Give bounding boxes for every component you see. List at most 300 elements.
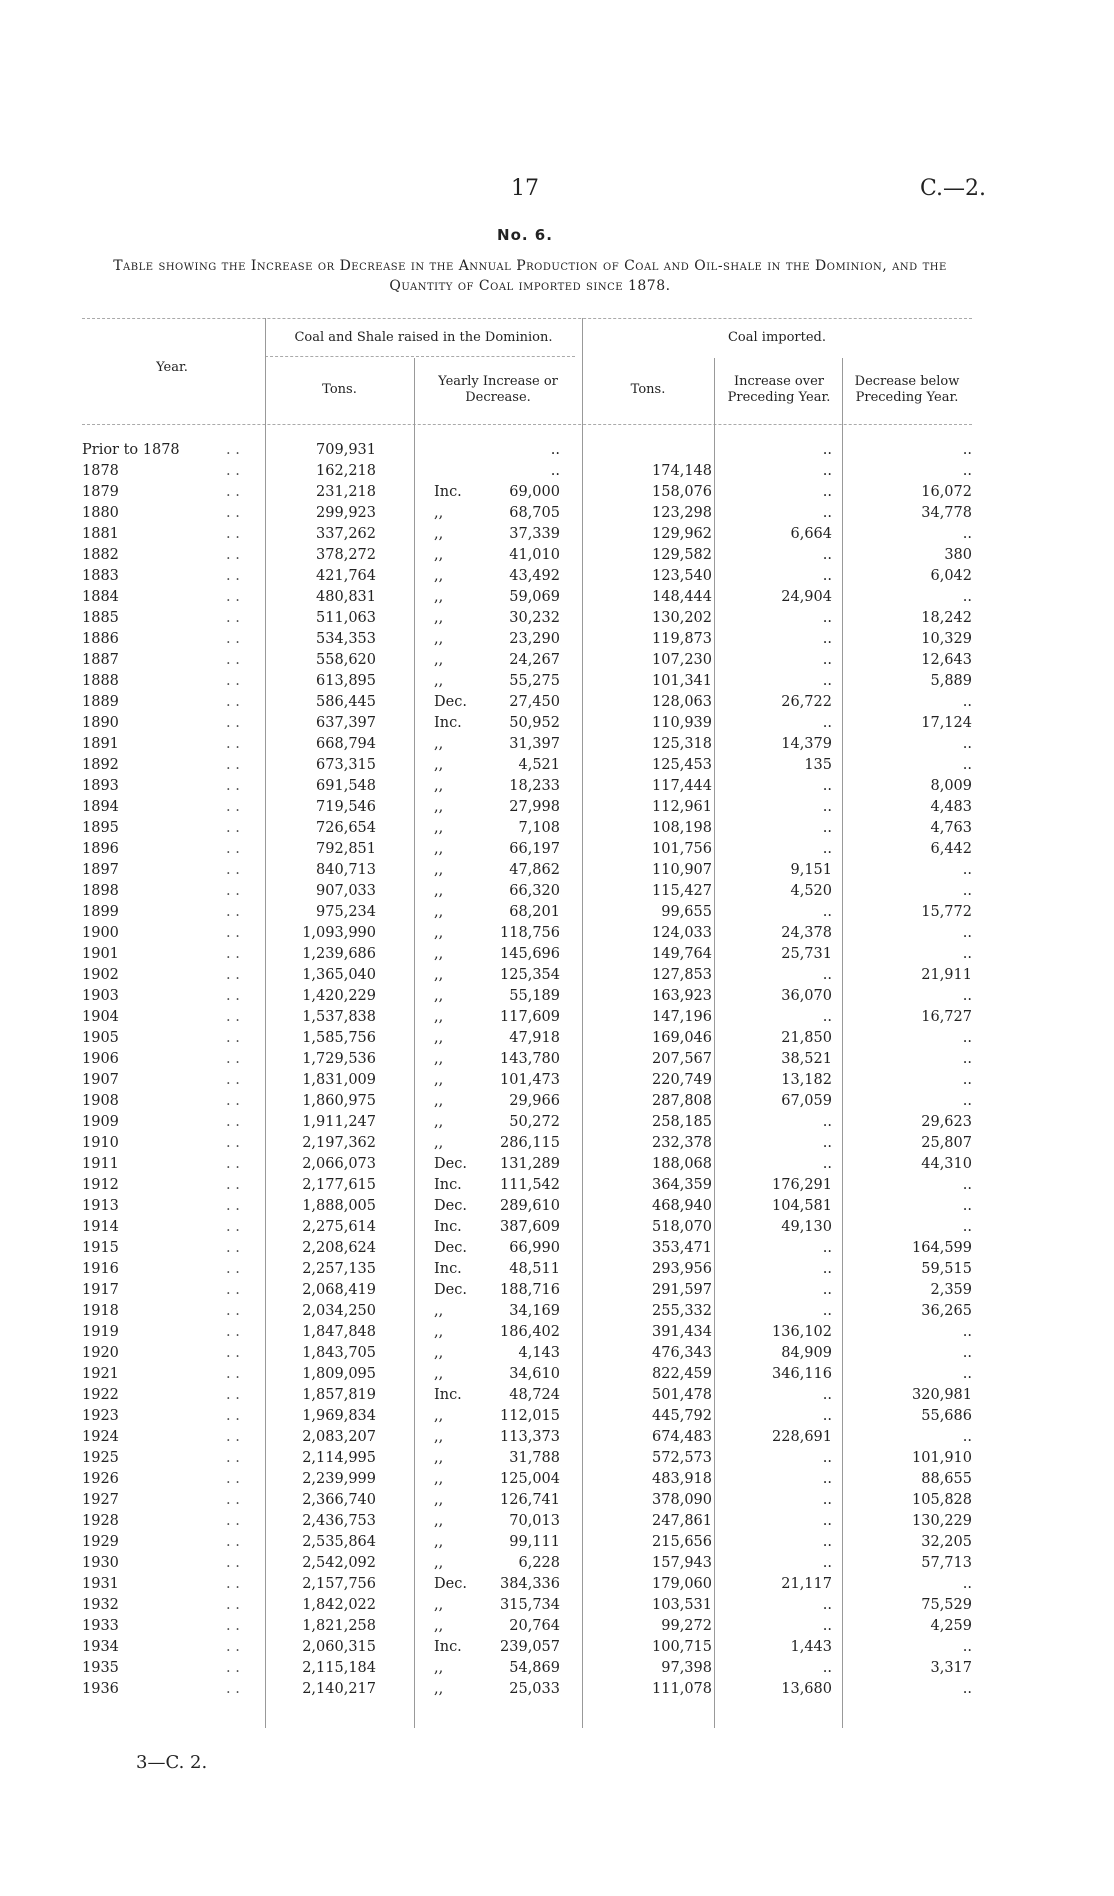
row-imported-tons: 378,090 [652, 1492, 712, 1508]
row-leader-dots: . . [226, 904, 240, 920]
row-raised-tons: 673,315 [316, 757, 376, 773]
row-imported-tons: 518,070 [652, 1219, 712, 1235]
row-imported-increase: .. [822, 1555, 832, 1571]
row-change-kind: Dec. [434, 694, 467, 710]
row-imported-tons: 169,046 [652, 1030, 712, 1046]
row-leader-dots: . . [226, 1681, 240, 1697]
row-imported-tons: 128,063 [652, 694, 712, 710]
row-year: 1895 [82, 820, 119, 836]
row-change-amount: 4,521 [518, 757, 560, 773]
row-year: 1935 [82, 1660, 119, 1676]
row-leader-dots: . . [226, 799, 240, 815]
row-imported-decrease: .. [962, 736, 972, 752]
row-imported-decrease: 2,359 [930, 1282, 972, 1298]
row-imported-decrease: 25,807 [921, 1135, 972, 1151]
row-year: 1907 [82, 1072, 119, 1088]
row-raised-tons: 1,093,990 [302, 925, 376, 941]
row-change-amount: 47,862 [509, 862, 560, 878]
row-leader-dots: . . [226, 1324, 240, 1340]
header-year: Year. [156, 360, 188, 375]
row-leader-dots: . . [226, 568, 240, 584]
row-change-kind: ,, [434, 1597, 444, 1613]
table-row [82, 1574, 982, 1595]
row-raised-tons: 2,060,315 [302, 1639, 376, 1655]
row-change-amount: 69,000 [509, 484, 560, 500]
table-row [82, 881, 982, 902]
header-bottom-rule [82, 424, 972, 425]
row-change-kind: ,, [434, 610, 444, 626]
row-leader-dots: . . [226, 1471, 240, 1487]
row-imported-increase: .. [822, 1156, 832, 1172]
row-imported-decrease: .. [962, 883, 972, 899]
row-imported-decrease: 4,259 [930, 1618, 972, 1634]
table-row [82, 1175, 982, 1196]
row-change-amount: 27,450 [509, 694, 560, 710]
row-raised-tons: 2,115,184 [302, 1660, 376, 1676]
row-imported-tons: 364,359 [652, 1177, 712, 1193]
row-leader-dots: . . [226, 862, 240, 878]
row-imported-decrease: .. [962, 946, 972, 962]
table-row [82, 713, 982, 734]
row-year: 1884 [82, 589, 119, 605]
table-row [82, 923, 982, 944]
row-leader-dots: . . [226, 1051, 240, 1067]
row-year: 1888 [82, 673, 119, 689]
row-imported-tons: 97,398 [661, 1660, 712, 1676]
row-raised-tons: 2,197,362 [302, 1135, 376, 1151]
row-raised-tons: 2,275,614 [302, 1219, 376, 1235]
table-row [82, 650, 982, 671]
table-row [82, 545, 982, 566]
row-imported-tons: 103,531 [652, 1597, 712, 1613]
row-imported-increase: .. [822, 1261, 832, 1277]
row-imported-increase: .. [822, 610, 832, 626]
row-imported-tons: 188,068 [652, 1156, 712, 1172]
row-year: 1913 [82, 1198, 119, 1214]
row-year: 1918 [82, 1303, 119, 1319]
row-change-amount: 112,015 [500, 1408, 560, 1424]
table-row [82, 1154, 982, 1175]
row-year: 1921 [82, 1366, 119, 1382]
row-leader-dots: . . [226, 631, 240, 647]
row-leader-dots: . . [226, 1345, 240, 1361]
row-imported-tons: 232,378 [652, 1135, 712, 1151]
row-year: 1881 [82, 526, 119, 542]
row-year: 1896 [82, 841, 119, 857]
row-change-amount: 30,232 [509, 610, 560, 626]
row-leader-dots: . . [226, 841, 240, 857]
table-row [82, 671, 982, 692]
table-row [82, 1007, 982, 1028]
row-change-kind: ,, [434, 1660, 444, 1676]
table-row [82, 776, 982, 797]
row-imported-tons: 108,198 [652, 820, 712, 836]
table-row [82, 734, 982, 755]
row-leader-dots: . . [226, 1240, 240, 1256]
row-imported-tons: 674,483 [652, 1429, 712, 1445]
row-imported-tons: 129,962 [652, 526, 712, 542]
row-raised-tons: 1,239,686 [302, 946, 376, 962]
row-raised-tons: 691,548 [316, 778, 376, 794]
row-change-kind: ,, [434, 1345, 444, 1361]
row-year: 1915 [82, 1240, 119, 1256]
row-raised-tons: 421,764 [316, 568, 376, 584]
row-imported-tons: 101,341 [652, 673, 712, 689]
table-row [82, 482, 982, 503]
table-row [82, 1070, 982, 1091]
row-raised-tons: 1,585,756 [302, 1030, 376, 1046]
row-imported-decrease: 18,242 [921, 610, 972, 626]
row-imported-decrease: 5,889 [930, 673, 972, 689]
row-imported-tons: 101,756 [652, 841, 712, 857]
row-imported-increase: .. [822, 1387, 832, 1403]
row-imported-increase: .. [822, 1450, 832, 1466]
row-raised-tons: 337,262 [316, 526, 376, 542]
row-imported-decrease: .. [962, 694, 972, 710]
row-change-kind: ,, [434, 1135, 444, 1151]
row-change-kind: ,, [434, 1051, 444, 1067]
row-imported-increase: 36,070 [781, 988, 832, 1004]
row-change-kind: Dec. [434, 1156, 467, 1172]
table-row [82, 524, 982, 545]
row-leader-dots: . . [226, 505, 240, 521]
row-imported-decrease: 4,763 [930, 820, 972, 836]
row-imported-increase: .. [822, 1618, 832, 1634]
row-imported-decrease: 6,442 [930, 841, 972, 857]
row-imported-tons: 572,573 [652, 1450, 712, 1466]
header-imported-tons: Tons. [630, 382, 666, 397]
row-imported-tons: 163,923 [652, 988, 712, 1004]
table-row [82, 1091, 982, 1112]
row-change-kind: Inc. [434, 1177, 462, 1193]
row-imported-tons: 115,427 [652, 883, 712, 899]
row-leader-dots: . . [226, 1093, 240, 1109]
row-change-kind: ,, [434, 1408, 444, 1424]
row-change-amount: 59,069 [509, 589, 560, 605]
table-row [82, 566, 982, 587]
row-imported-tons: 123,298 [652, 505, 712, 521]
row-imported-tons: 483,918 [652, 1471, 712, 1487]
row-change-kind: ,, [434, 736, 444, 752]
header-raised-change: Yearly Increase or Decrease. [438, 374, 558, 405]
row-change-kind: ,, [434, 1471, 444, 1487]
row-leader-dots: . . [226, 463, 240, 479]
row-raised-tons: 480,831 [316, 589, 376, 605]
row-imported-increase: .. [822, 1135, 832, 1151]
row-change-amount: 387,609 [500, 1219, 560, 1235]
row-change-amount: 54,869 [509, 1660, 560, 1676]
row-change-kind: ,, [434, 1513, 444, 1529]
row-leader-dots: . . [226, 1198, 240, 1214]
row-year: 1906 [82, 1051, 119, 1067]
row-year: 1904 [82, 1009, 119, 1025]
row-change-amount: 43,492 [509, 568, 560, 584]
row-imported-decrease: .. [962, 463, 972, 479]
row-year: 1898 [82, 883, 119, 899]
row-change-amount: 31,397 [509, 736, 560, 752]
header-top-rule [82, 318, 972, 319]
row-imported-increase: .. [822, 778, 832, 794]
row-leader-dots: . . [226, 1450, 240, 1466]
row-raised-tons: 2,208,624 [302, 1240, 376, 1256]
row-imported-tons: 117,444 [652, 778, 712, 794]
table-row [82, 1679, 982, 1700]
row-imported-decrease: 10,329 [921, 631, 972, 647]
row-raised-tons: 668,794 [316, 736, 376, 752]
table-row [82, 1595, 982, 1616]
row-change-kind: ,, [434, 526, 444, 542]
row-change-kind: ,, [434, 505, 444, 521]
row-change-amount: 55,275 [509, 673, 560, 689]
row-change-amount: 101,473 [500, 1072, 560, 1088]
row-leader-dots: . . [226, 736, 240, 752]
row-raised-tons: 1,365,040 [302, 967, 376, 983]
table-row [82, 1133, 982, 1154]
row-imported-increase: .. [822, 1408, 832, 1424]
row-imported-tons: 119,873 [652, 631, 712, 647]
row-raised-tons: 907,033 [316, 883, 376, 899]
header-raised-tons: Tons. [322, 382, 357, 397]
row-change-amount: 111,542 [500, 1177, 560, 1193]
row-year: 1926 [82, 1471, 119, 1487]
table-row [82, 965, 982, 986]
row-imported-increase: 104,581 [772, 1198, 832, 1214]
row-imported-tons: 149,764 [652, 946, 712, 962]
row-change-amount: 239,057 [500, 1639, 560, 1655]
row-raised-tons: 1,969,834 [302, 1408, 376, 1424]
row-imported-increase: .. [822, 967, 832, 983]
row-leader-dots: . . [226, 1135, 240, 1151]
row-change-kind: ,, [434, 946, 444, 962]
row-leader-dots: . . [226, 1177, 240, 1193]
row-year: 1889 [82, 694, 119, 710]
row-raised-tons: 1,860,975 [302, 1093, 376, 1109]
row-raised-tons: 613,895 [316, 673, 376, 689]
row-year: 1887 [82, 652, 119, 668]
row-change-kind: ,, [434, 652, 444, 668]
row-change-amount: 29,966 [509, 1093, 560, 1109]
row-imported-decrease: 105,828 [912, 1492, 972, 1508]
row-raised-tons: 709,931 [316, 442, 376, 458]
row-year: 1920 [82, 1345, 119, 1361]
row-imported-increase: .. [822, 1114, 832, 1130]
row-imported-decrease: .. [962, 862, 972, 878]
row-year: 1916 [82, 1261, 119, 1277]
header-group-raised: Coal and Shale raised in the Dominion. [294, 330, 553, 345]
row-change-kind: Dec. [434, 1240, 467, 1256]
row-imported-decrease: 16,727 [921, 1009, 972, 1025]
row-change-amount: 66,990 [509, 1240, 560, 1256]
row-imported-tons: 125,318 [652, 736, 712, 752]
row-imported-increase: 24,904 [781, 589, 832, 605]
row-leader-dots: . . [226, 694, 240, 710]
row-leader-dots: . . [226, 946, 240, 962]
row-imported-increase: 1,443 [790, 1639, 832, 1655]
row-year: 1879 [82, 484, 119, 500]
row-leader-dots: . . [226, 1030, 240, 1046]
row-change-amount: 289,610 [500, 1198, 560, 1214]
row-leader-dots: . . [226, 1492, 240, 1508]
row-imported-tons: 822,459 [652, 1366, 712, 1382]
row-raised-tons: 1,821,258 [302, 1618, 376, 1634]
row-year: 1899 [82, 904, 119, 920]
row-raised-tons: 586,445 [316, 694, 376, 710]
table-row [82, 1511, 982, 1532]
row-imported-decrease: .. [962, 988, 972, 1004]
row-raised-tons: 792,851 [316, 841, 376, 857]
row-imported-tons: 247,861 [652, 1513, 712, 1529]
row-imported-increase: .. [822, 547, 832, 563]
row-year: 1902 [82, 967, 119, 983]
row-leader-dots: . . [226, 883, 240, 899]
table-row [82, 503, 982, 524]
row-imported-tons: 258,185 [652, 1114, 712, 1130]
row-year: 1909 [82, 1114, 119, 1130]
row-year: 1878 [82, 463, 119, 479]
row-imported-increase: .. [822, 715, 832, 731]
row-change-kind: Inc. [434, 484, 462, 500]
row-raised-tons: 1,857,819 [302, 1387, 376, 1403]
row-change-amount: 125,004 [500, 1471, 560, 1487]
row-raised-tons: 2,140,217 [302, 1681, 376, 1697]
row-change-kind: ,, [434, 1366, 444, 1382]
row-imported-increase: .. [822, 463, 832, 479]
table-row [82, 1532, 982, 1553]
row-imported-tons: 157,943 [652, 1555, 712, 1571]
row-raised-tons: 1,729,536 [302, 1051, 376, 1067]
row-imported-increase: .. [822, 799, 832, 815]
row-imported-decrease: 164,599 [912, 1240, 972, 1256]
row-raised-tons: 2,068,419 [302, 1282, 376, 1298]
row-change-amount: 7,108 [518, 820, 560, 836]
row-imported-decrease: 380 [944, 547, 972, 563]
row-leader-dots: . . [226, 652, 240, 668]
row-change-kind: Inc. [434, 1387, 462, 1403]
row-change-kind: ,, [434, 1114, 444, 1130]
row-imported-tons: 111,078 [652, 1681, 712, 1697]
row-imported-decrease: 34,778 [921, 505, 972, 521]
row-change-amount: 99,111 [509, 1534, 560, 1550]
row-year: Prior to 1878 [82, 442, 180, 458]
row-change-amount: 34,610 [509, 1366, 560, 1382]
row-change-kind: ,, [434, 862, 444, 878]
row-imported-tons: 130,202 [652, 610, 712, 626]
row-imported-decrease: 32,205 [921, 1534, 972, 1550]
row-imported-increase: 21,850 [781, 1030, 832, 1046]
row-imported-increase: 228,691 [772, 1429, 832, 1445]
row-imported-tons: 291,597 [652, 1282, 712, 1298]
row-imported-increase: .. [822, 673, 832, 689]
row-imported-decrease: 88,655 [921, 1471, 972, 1487]
row-leader-dots: . . [226, 778, 240, 794]
table-row [82, 755, 982, 776]
row-leader-dots: . . [226, 526, 240, 542]
row-change-kind: ,, [434, 1618, 444, 1634]
row-year: 1908 [82, 1093, 119, 1109]
row-raised-tons: 726,654 [316, 820, 376, 836]
row-change-amount: 37,339 [509, 526, 560, 542]
row-leader-dots: . . [226, 1513, 240, 1529]
row-raised-tons: 1,537,838 [302, 1009, 376, 1025]
row-year: 1893 [82, 778, 119, 794]
row-change-kind: ,, [434, 547, 444, 563]
row-imported-decrease: .. [962, 1324, 972, 1340]
row-imported-tons: 127,853 [652, 967, 712, 983]
row-imported-increase: 84,909 [781, 1345, 832, 1361]
row-leader-dots: . . [226, 820, 240, 836]
row-imported-increase: .. [822, 1492, 832, 1508]
row-leader-dots: . . [226, 589, 240, 605]
row-year: 1891 [82, 736, 119, 752]
row-leader-dots: . . [226, 1009, 240, 1025]
page-reference: C.—2. [920, 176, 987, 201]
row-change-amount: 27,998 [509, 799, 560, 815]
row-raised-tons: 2,083,207 [302, 1429, 376, 1445]
row-change-kind: Dec. [434, 1198, 467, 1214]
table-row [82, 839, 982, 860]
row-leader-dots: . . [226, 988, 240, 1004]
row-year: 1890 [82, 715, 119, 731]
row-raised-tons: 2,114,995 [302, 1450, 376, 1466]
row-year: 1931 [82, 1576, 119, 1592]
table-row [82, 1469, 982, 1490]
row-raised-tons: 299,923 [316, 505, 376, 521]
row-change-amount: 70,013 [509, 1513, 560, 1529]
row-imported-tons: 287,808 [652, 1093, 712, 1109]
row-year: 1912 [82, 1177, 119, 1193]
row-raised-tons: 511,063 [316, 610, 376, 626]
table-row [82, 902, 982, 923]
row-leader-dots: . . [226, 1408, 240, 1424]
row-leader-dots: . . [226, 1534, 240, 1550]
row-change-kind: ,, [434, 1450, 444, 1466]
row-imported-decrease: 16,072 [921, 484, 972, 500]
row-imported-decrease: .. [962, 1639, 972, 1655]
row-raised-tons: 1,847,848 [302, 1324, 376, 1340]
row-year: 1928 [82, 1513, 119, 1529]
row-change-kind: Inc. [434, 715, 462, 731]
row-imported-tons: 110,907 [652, 862, 712, 878]
row-imported-decrease: .. [962, 925, 972, 941]
row-raised-tons: 2,239,999 [302, 1471, 376, 1487]
row-imported-tons: 255,332 [652, 1303, 712, 1319]
table-row [82, 1553, 982, 1574]
row-leader-dots: . . [226, 1114, 240, 1130]
row-leader-dots: . . [226, 1639, 240, 1655]
row-change-kind: ,, [434, 1681, 444, 1697]
table-row [82, 608, 982, 629]
row-change-kind: ,, [434, 1072, 444, 1088]
row-change-amount: 50,952 [509, 715, 560, 731]
table-row [82, 1280, 982, 1301]
table-row [82, 1490, 982, 1511]
row-imported-tons: 147,196 [652, 1009, 712, 1025]
row-change-amount: 31,788 [509, 1450, 560, 1466]
table-row [82, 818, 982, 839]
row-imported-decrease: 8,009 [930, 778, 972, 794]
row-imported-increase: .. [822, 904, 832, 920]
row-imported-decrease: .. [962, 1366, 972, 1382]
row-change-kind: ,, [434, 799, 444, 815]
row-raised-tons: 637,397 [316, 715, 376, 731]
row-year: 1897 [82, 862, 119, 878]
row-year: 1925 [82, 1450, 119, 1466]
row-change-amount: 117,609 [500, 1009, 560, 1025]
row-leader-dots: . . [226, 1597, 240, 1613]
row-imported-increase: 24,378 [781, 925, 832, 941]
row-change-kind: ,, [434, 841, 444, 857]
row-imported-tons: 207,567 [652, 1051, 712, 1067]
